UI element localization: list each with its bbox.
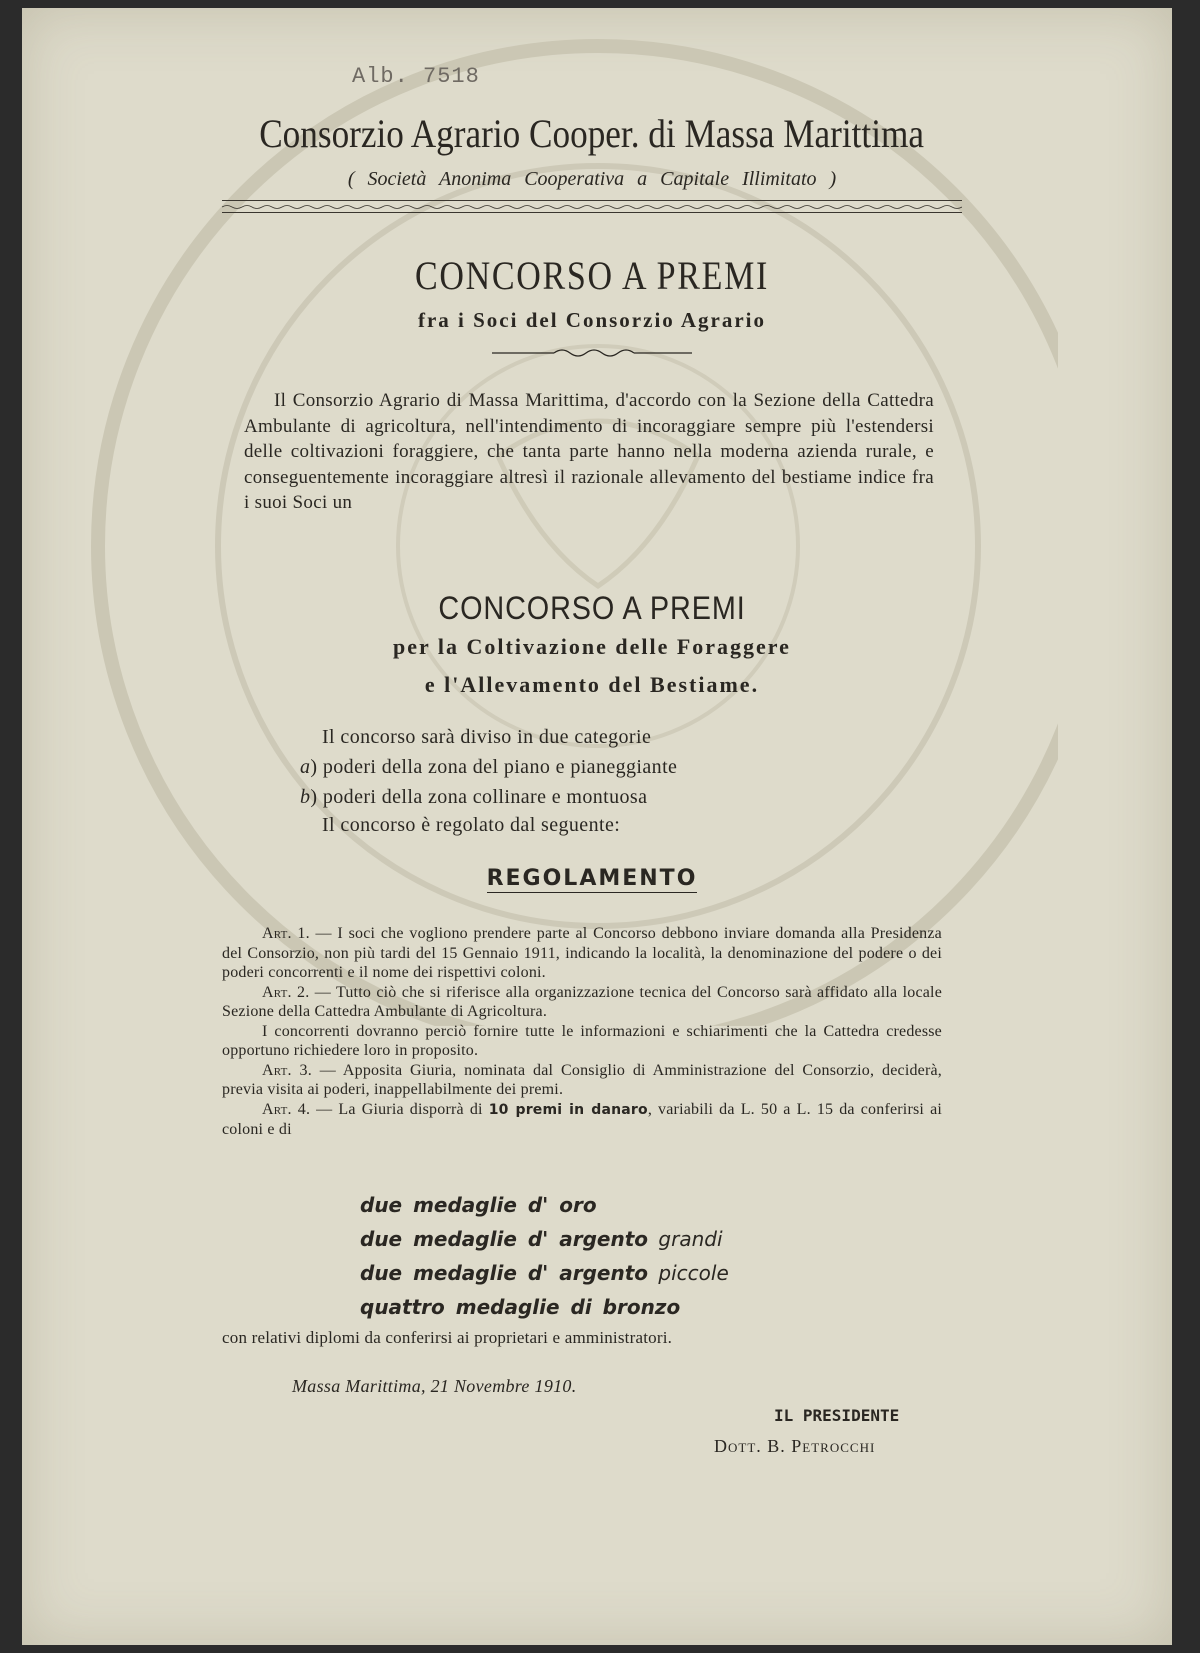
categories-closing: Il concorso è regolato dal seguente: <box>322 814 621 836</box>
organization-title: Consorzio Agrario Cooper. di Massa Marittima <box>259 111 924 156</box>
archive-reference: Alb. 7518 <box>352 64 480 89</box>
article-2-text: — Tutto ciò che si riferisce alla organizzazione tecnica del Concorso sarà affidato alla locale Sezione della Cattedra Ambulante di Agricoltura. <box>222 983 942 1020</box>
regolamento-title-text: REGOLAMENTO <box>486 866 698 891</box>
article-4-text-pre: — La Giuria disporrà di <box>310 1100 489 1118</box>
closing-line: con relativi diplomi da conferirsi ai proprietari e amministratori. <box>222 1328 673 1347</box>
article-3-text: — Apposita Giuria, nominata dal Consiglio di Amministrazione del Consorzio, deciderà, previa visita ai poderi, inappellabilmente dei premi. <box>222 1061 942 1098</box>
header-divider <box>222 200 962 213</box>
document-sheet <box>22 8 1172 1645</box>
article-2-label: Art. 2. <box>262 983 310 1001</box>
signature-name: Dott. B. Petrocchi <box>714 1436 876 1456</box>
article-1 <box>222 924 942 983</box>
medal-item <box>360 1188 729 1222</box>
main-title: CONCORSO A PREMI <box>414 253 770 298</box>
contest-subtitle-line2: e l'Allevamento del Bestiame. <box>424 672 760 697</box>
category-b-letter: b <box>300 786 311 808</box>
category-a <box>300 756 677 779</box>
article-2 <box>222 983 942 1022</box>
contest-title: CONCORSO A PREMI <box>438 590 746 626</box>
article-1-label: Art. 1. <box>262 925 310 942</box>
article-4 <box>222 1100 942 1140</box>
medal-main: quattro medaglie di bronzo <box>360 1295 681 1319</box>
medal-main: due medaglie d' argento <box>360 1227 649 1251</box>
medal-main: due medaglie d' oro <box>360 1193 597 1217</box>
medal-item <box>360 1290 729 1324</box>
intro-paragraph: Il Consorzio Agrario di Massa Marittima, d'accordo con la Sezione della Cattedra Ambulante di agricoltura, nell'intendimento di incoraggiare sempre più l'estendersi delle coltivazioni foraggiere, che tanta parte hanno nella moderna azienda rurale, e conseguentemente incoraggiare altresì il razionale allevamento del bestiame indice fra i suoi Soci un <box>244 390 934 513</box>
organization-subtitle: ( Società Anonima Cooperativa a Capitale Illimitato ) <box>347 168 837 190</box>
category-b-text: ) poderi della zona collinare e montuosa <box>310 786 648 808</box>
place-date: Massa Marittima, 21 Novembre 1910. <box>292 1376 577 1396</box>
contest-subtitle-line1: per la Coltivazione delle Foraggere <box>393 634 791 659</box>
article-4-text-post: , variabili da L. 50 a L. 15 da conferirsi ai coloni e di <box>222 1100 943 1138</box>
regolamento-articles <box>222 924 942 1140</box>
category-a-text: ) poderi della zona del piano e pianeggiante <box>310 756 678 778</box>
article-3 <box>222 1061 942 1100</box>
medal-item <box>360 1222 729 1256</box>
categories-intro: Il concorso sarà diviso in due categorie <box>322 726 652 748</box>
medal-suffix: grandi <box>648 1227 723 1251</box>
ornament-divider <box>492 346 692 360</box>
article-4-label: Art. 4. <box>262 1100 311 1118</box>
article-3-label: Art. 3. <box>262 1061 312 1079</box>
medals-list <box>360 1188 729 1324</box>
article-2-extra: I concorrenti dovranno perciò fornire tutte le informazioni e schiarimenti che la Cattedra credesse opportuno richiedere loro in proposito. <box>222 1022 942 1059</box>
medal-item <box>360 1256 729 1290</box>
medal-suffix: piccole <box>648 1261 729 1285</box>
article-1-text: — I soci che vogliono prendere parte al Concorso debbono inviare domanda alla Presidenza del Consorzio, non più tardi del 15 Gennaio 1911, indicando la località, la denominazione del podere o dei poderi concorrenti e il nome dei rispettivi coloni. <box>222 925 942 981</box>
signature-title: IL PRESIDENTE <box>774 1406 900 1425</box>
article-4-bold: 10 premi in danaro <box>488 1101 648 1118</box>
category-a-letter: a <box>300 756 311 778</box>
category-b <box>300 786 647 809</box>
main-subtitle: fra i Soci del Consorzio Agrario <box>417 308 767 332</box>
regolamento-title <box>222 866 962 891</box>
medal-main: due medaglie d' argento <box>360 1261 649 1285</box>
